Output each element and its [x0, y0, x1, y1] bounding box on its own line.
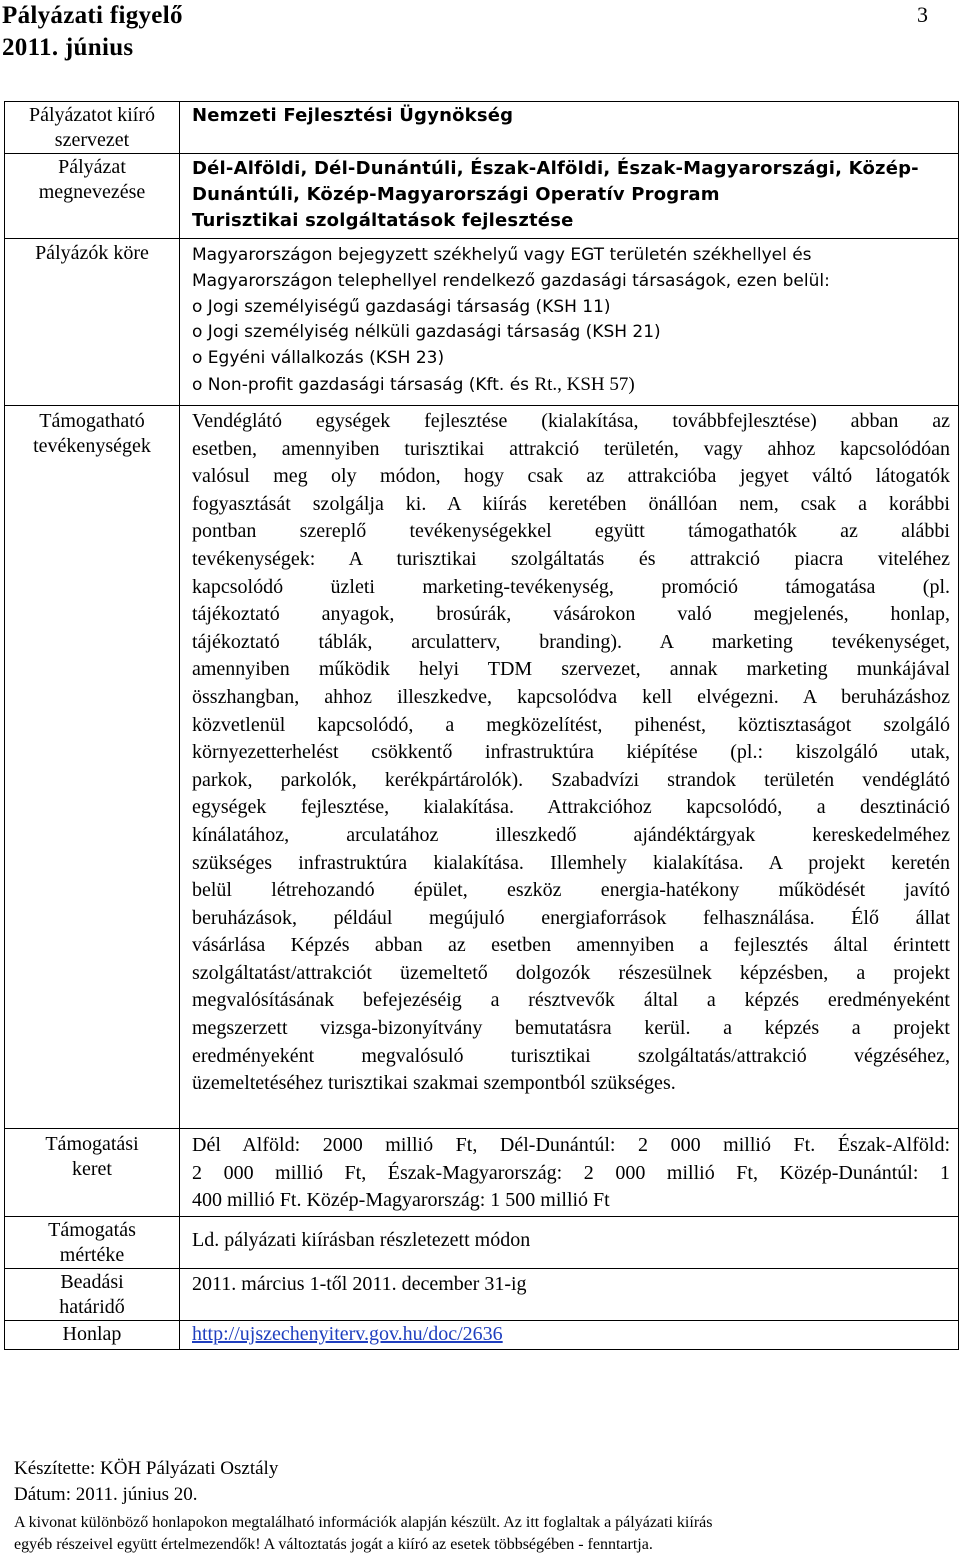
label-deadline: [5, 1269, 180, 1321]
activities-line: kínálatához, arculatához illeszkedő ajándéktárgyak kereskedelméhez: [192, 823, 950, 846]
table-row-budget: [5, 1129, 959, 1217]
label-line: megnevezése: [38, 180, 146, 203]
label-line: Pályázók köre: [35, 242, 149, 264]
value-tender-name: [180, 154, 959, 239]
table-row-issuer: [5, 102, 959, 154]
activities-line: fogyasztását szolgálja ki. A kiírás keretében önállóan nem, csak a korábbi: [192, 492, 950, 515]
label-line: Beadási: [60, 1271, 124, 1293]
label-line: szervezet: [54, 128, 130, 151]
list-item: o Egyéni vállalkozás (KSH 23): [192, 348, 445, 369]
footer-disclaimer: [14, 1512, 944, 1556]
label-issuer: [5, 102, 180, 154]
label-budget: [5, 1129, 180, 1217]
tender-info-table: [4, 101, 959, 1350]
applicants-intro-line: Magyarországon bejegyzett székhelyű vagy EGT területén székhellyel és: [192, 245, 812, 265]
activities-line: összhangban, ahhoz illeszkedve, kapcsolódva kell elvégezni. A beruházáshoz: [192, 685, 950, 708]
label-line: keret: [72, 1157, 112, 1180]
activities-line: pontban szereplő tevékenységekkel együtt támogathatók az alábbi: [192, 520, 950, 543]
list-item: o Jogi személyiség nélküli gazdasági társaság (KSH 21): [192, 322, 661, 343]
activities-line: megszerzett vizsga-bizonyítvány bemutatásra kerül. a képzés a projekt: [192, 1017, 950, 1040]
activities-line: tájékoztató anyagok, brosúrák, vásárokon való megjelenés, honlap,: [192, 603, 950, 626]
table-row-applicants: [5, 239, 959, 406]
label-line: Pályázat: [58, 156, 126, 178]
label-line: Pályázatot kiíró: [28, 104, 156, 126]
activities-line: kapcsolódó üzleti marketing-tevékenység, promóció támogatása (pl.: [192, 575, 950, 598]
disclaimer-line: egyéb részeivel együtt értelmezendők! A változtatás jogát a kiíró az esetek többségében - fenntartja.: [14, 1536, 653, 1553]
table-row-activities: [5, 406, 959, 1129]
activities-text: [192, 408, 950, 1098]
activities-line: Vendéglátó egységek fejlesztése (kialakítása, továbbfejlesztése) abban az: [192, 410, 950, 432]
value-website: [180, 1321, 959, 1350]
activities-line: üzemeltetéséhez turisztikai szakmai szempontból szükséges.: [192, 1072, 676, 1095]
page-number: 3: [917, 2, 928, 27]
list-item-text: Rt., KSH 57): [534, 373, 635, 395]
activities-line: esetben, amennyiben turisztikai attrakció területén, vagy ahhoz kapcsolódóan: [192, 437, 950, 460]
page-footer: [14, 1456, 944, 1556]
table-row-rate: [5, 1217, 959, 1269]
website-link[interactable]: http://ujszechenyiterv.gov.hu/doc/2636: [192, 1323, 503, 1345]
label-line: határidő: [59, 1295, 125, 1318]
activities-line: eredményeként megvalósuló turisztikai szolgáltatás/attrakció végzéséhez,: [192, 1044, 950, 1067]
activities-line: közvetlenül kapcsolódó, a megközelítést, pihenést, köztisztaságot szolgáló: [192, 713, 950, 736]
activities-line: egységek fejlesztése, kialakítása. Attrakcióhoz kapcsolódó, a desztináció: [192, 796, 950, 819]
label-rate: [5, 1217, 180, 1269]
value-deadline: 2011. március 1-től 2011. december 31-ig: [180, 1269, 959, 1321]
budget-line: 400 millió Ft. Közép-Magyarország: 1 500 millió Ft: [192, 1189, 610, 1212]
activities-line: beruházások, például megújuló energiaforrások felhasználása. Élő állat: [192, 906, 950, 929]
table-row-tender-name: [5, 154, 959, 239]
table-row-deadline: [5, 1269, 959, 1321]
activities-line: amennyiben működik helyi TDM szervezet, annak marketing munkájával: [192, 658, 950, 681]
budget-line: Dél Alföld: 2000 millió Ft, Dél-Dunántúl: 2 000 millió Ft. Észak-Alföld:: [192, 1134, 950, 1156]
label-activities: [5, 406, 180, 1129]
activities-line: tevékenységek: A turisztikai szolgáltatás és attrakció piacra viteléhez: [192, 547, 950, 570]
activities-line: szolgáltatást/attrakciót üzemeltető dolgozók részesülnek képzésben, a projekt: [192, 961, 950, 984]
footer-author: Készítette: KÖH Pályázati Osztály: [14, 1458, 279, 1479]
activities-line: vásárlása Képzés abban az esetben amennyiben a fejlesztés által érintett: [192, 934, 950, 957]
value-rate: Ld. pályázati kiírásban részletezett módon: [180, 1217, 959, 1269]
label-line: Támogatható: [39, 410, 145, 432]
list-item: o Jogi személyiségű gazdasági társaság (KSH 11): [192, 296, 611, 317]
list-item: [192, 372, 950, 399]
tender-name-line: Turisztikai szolgáltatások fejlesztése: [192, 210, 574, 231]
activities-line: megvalósításának befejezéséig a résztvevők által a képzés eredményeként: [192, 989, 950, 1012]
applicants-intro-line: Magyarországon telephellyel rendelkező gazdasági társaságok, ezen belül:: [192, 270, 830, 291]
label-applicants: [5, 239, 180, 406]
tender-name-line: Dunántúli, Közép-Magyarországi Operatív Program: [192, 184, 720, 205]
label-line: mértéke: [59, 1243, 125, 1266]
footer-date: Dátum: 2011. június 20.: [14, 1484, 198, 1505]
page-header: [0, 0, 960, 70]
label-line: tevékenységek: [33, 434, 151, 457]
activities-line: valósul meg oly módon, hogy csak az attrakcióba jegyet váltó látogatók: [192, 465, 950, 488]
activities-line: szükséges infrastruktúra kialakítása. Illemhely kialakítása. A projekt keretén: [192, 851, 950, 874]
value-budget: [180, 1129, 959, 1217]
newsletter-issue: 2011. június: [2, 34, 134, 61]
activities-line: belül létrehozandó épület, eszköz energia-hatékony működését javító: [192, 879, 950, 902]
label-line: Honlap: [62, 1323, 122, 1345]
label-tender-name: [5, 154, 180, 239]
value-applicants: [180, 239, 959, 406]
budget-line: 2 000 millió Ft, Észak-Magyarország: 2 000 millió Ft, Közép-Dunántúl: 1: [192, 1161, 950, 1184]
activities-line: tájékoztató táblák, arculatterv, branding). A marketing tevékenységet,: [192, 630, 950, 653]
value-activities: [180, 406, 959, 1129]
label-website: [5, 1321, 180, 1350]
activities-line: környezetterhelést csökkentő infrastruktúra kiépítése (pl.: kiszolgáló utak,: [192, 741, 950, 764]
table-row-website: [5, 1321, 959, 1350]
tender-name-line: Dél-Alföldi, Dél-Dunántúli, Észak-Alföldi, Észak-Magyarországi, Közép-: [192, 158, 919, 179]
label-line: Támogatási: [45, 1133, 139, 1155]
label-line: Támogatás: [48, 1219, 136, 1241]
value-issuer: Nemzeti Fejlesztési Ügynökség: [180, 102, 959, 154]
disclaimer-line: A kivonat különböző honlapokon megtalálható információk alapján készült. Az itt foglaltak a pályázati kiírás: [14, 1514, 713, 1531]
list-item-text: o Non-profit gazdasági társaság (Kft. és: [192, 374, 535, 395]
activities-line: parkok, parkolók, kerékpártárolók). Szabadvízi strandok területén vendéglátó: [192, 768, 950, 791]
newsletter-title: Pályázati figyelő: [2, 2, 183, 29]
